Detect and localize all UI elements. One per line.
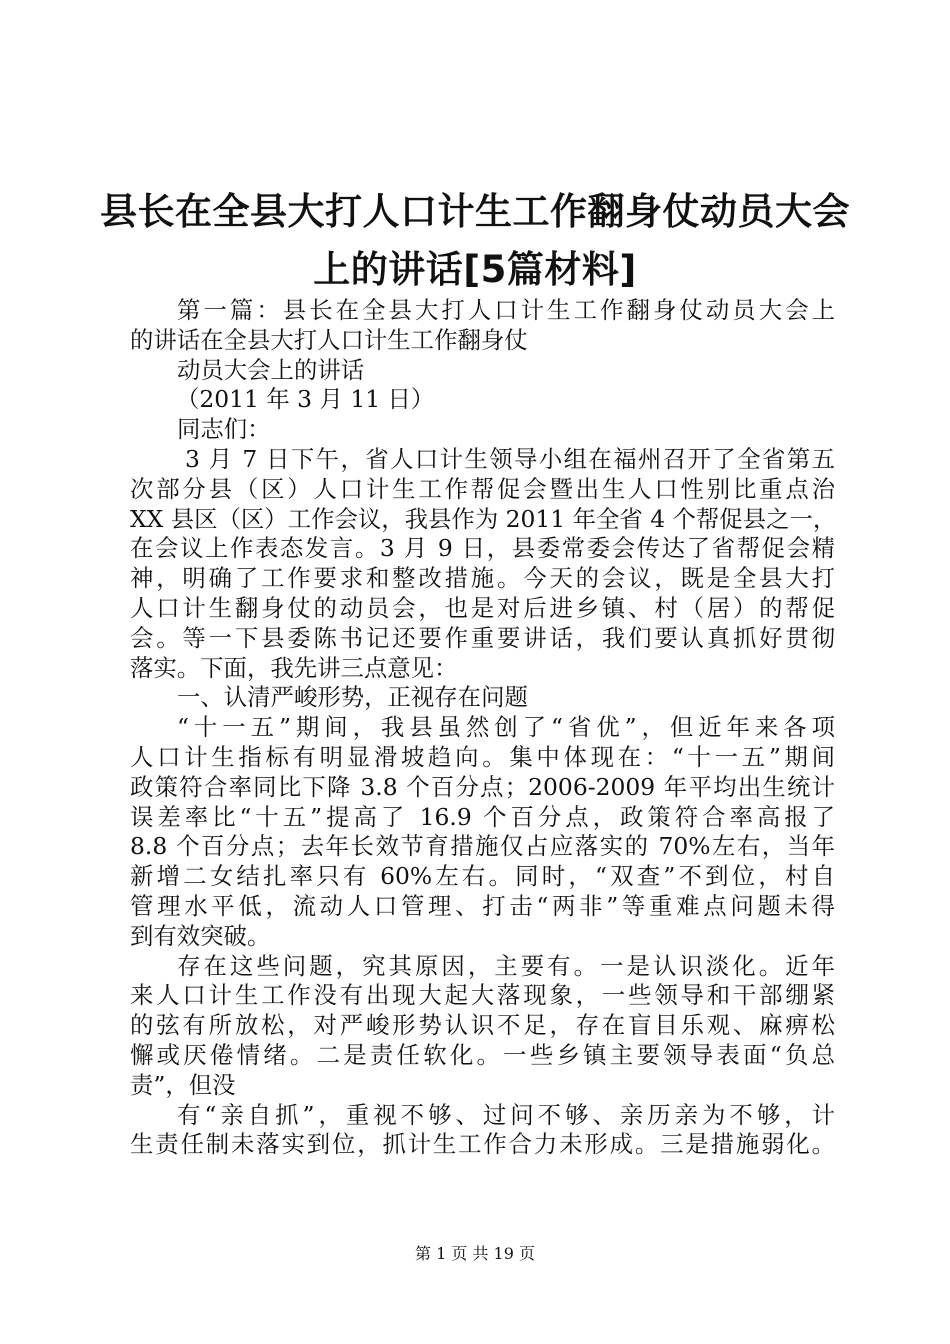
- body-line: 3 月 7 日下午，省人口计生领导小组在福州召开了全省第五: [185, 444, 835, 473]
- body-line: XX 县区（区）工作会议，我县作为 2011 年全省 4 个帮促县之一，: [130, 504, 837, 533]
- body-line: 管理水平低，流动人口管理、打击“两非”等重难点问题未得: [130, 891, 835, 920]
- body-line: 存在这些问题，究其原因，主要有。一是认识淡化。近年: [177, 951, 835, 980]
- body-line: 次部分县（区）人口计生工作帮促会暨出生人口性别比重点治: [130, 474, 835, 503]
- body-line: 会。等一下县委陈书记还要作重要讲话，我们要认真抓好贯彻: [130, 623, 835, 652]
- body-line: 来人口计生工作没有出现大起大落现象，一些领导和干部绷紧: [130, 981, 835, 1010]
- body-line: 的讲话在全县大打人口计生工作翻身仗: [130, 325, 528, 354]
- document-title-line-2: 上的讲话[5篇材料]: [313, 248, 637, 291]
- body-line: 责”，但没: [130, 1070, 236, 1099]
- body-line: 人口计生翻身仗的动员会，也是对后进乡镇、村（居）的帮促: [130, 593, 835, 622]
- section-heading: 一、认清严峻形势，正视存在问题: [177, 683, 528, 712]
- body-line: 的弦有所放松，对严峻形势认识不足，存在盲目乐观、麻痹松: [130, 1011, 835, 1040]
- body-line: （2011 年 3 月 11 日）: [176, 385, 435, 414]
- body-line: 神，明确了工作要求和整改措施。今天的会议，既是全县大打: [130, 564, 835, 593]
- body-line: 懈或厌倦情绪。二是责任软化。一些乡镇主要领导表面“负总: [130, 1040, 835, 1069]
- body-line: 落实。下面，我先讲三点意见：: [130, 653, 458, 682]
- document-body: [130, 296, 835, 1160]
- body-line: 有“亲自抓”，重视不够、过问不够、亲历亲为不够，计: [177, 1100, 835, 1129]
- body-line: 生责任制未落实到位，抓计生工作合力未形成。三是措施弱化。: [130, 1130, 835, 1159]
- body-line: “十一五”期间，我县虽然创了“省优”，但近年来各项: [177, 713, 835, 742]
- document-title-line-1: 县长在全县大打人口计生工作翻身仗动员大会: [100, 190, 850, 233]
- page-footer: 第 1 页 共 19 页: [415, 1244, 535, 1263]
- body-line: 人口计生指标有明显滑坡趋向。集中体现在：“十一五”期间: [130, 742, 835, 771]
- body-line: 到有效突破。: [130, 921, 271, 950]
- body-line: 政策符合率同比下降 3.8 个百分点；2006-2009 年平均出生统计: [130, 772, 835, 801]
- body-line: 同志们：: [177, 415, 271, 444]
- body-line: 新增二女结扎率只有 60%左右。同时，“双查”不到位，村自: [130, 862, 835, 891]
- body-line: 动员大会上的讲话: [177, 355, 365, 384]
- body-line: 8.8 个百分点；去年长效节育措施仅占应落实的 70%左右，当年: [130, 832, 835, 861]
- body-line: 在会议上作表态发言。3 月 9 日，县委常委会传达了省帮促会精: [130, 534, 835, 563]
- body-line: 第一篇：县长在全县大打人口计生工作翻身仗动员大会上: [177, 296, 835, 324]
- body-line: 误差率比“十五”提高了 16.9 个百分点，政策符合率高报了: [130, 802, 835, 831]
